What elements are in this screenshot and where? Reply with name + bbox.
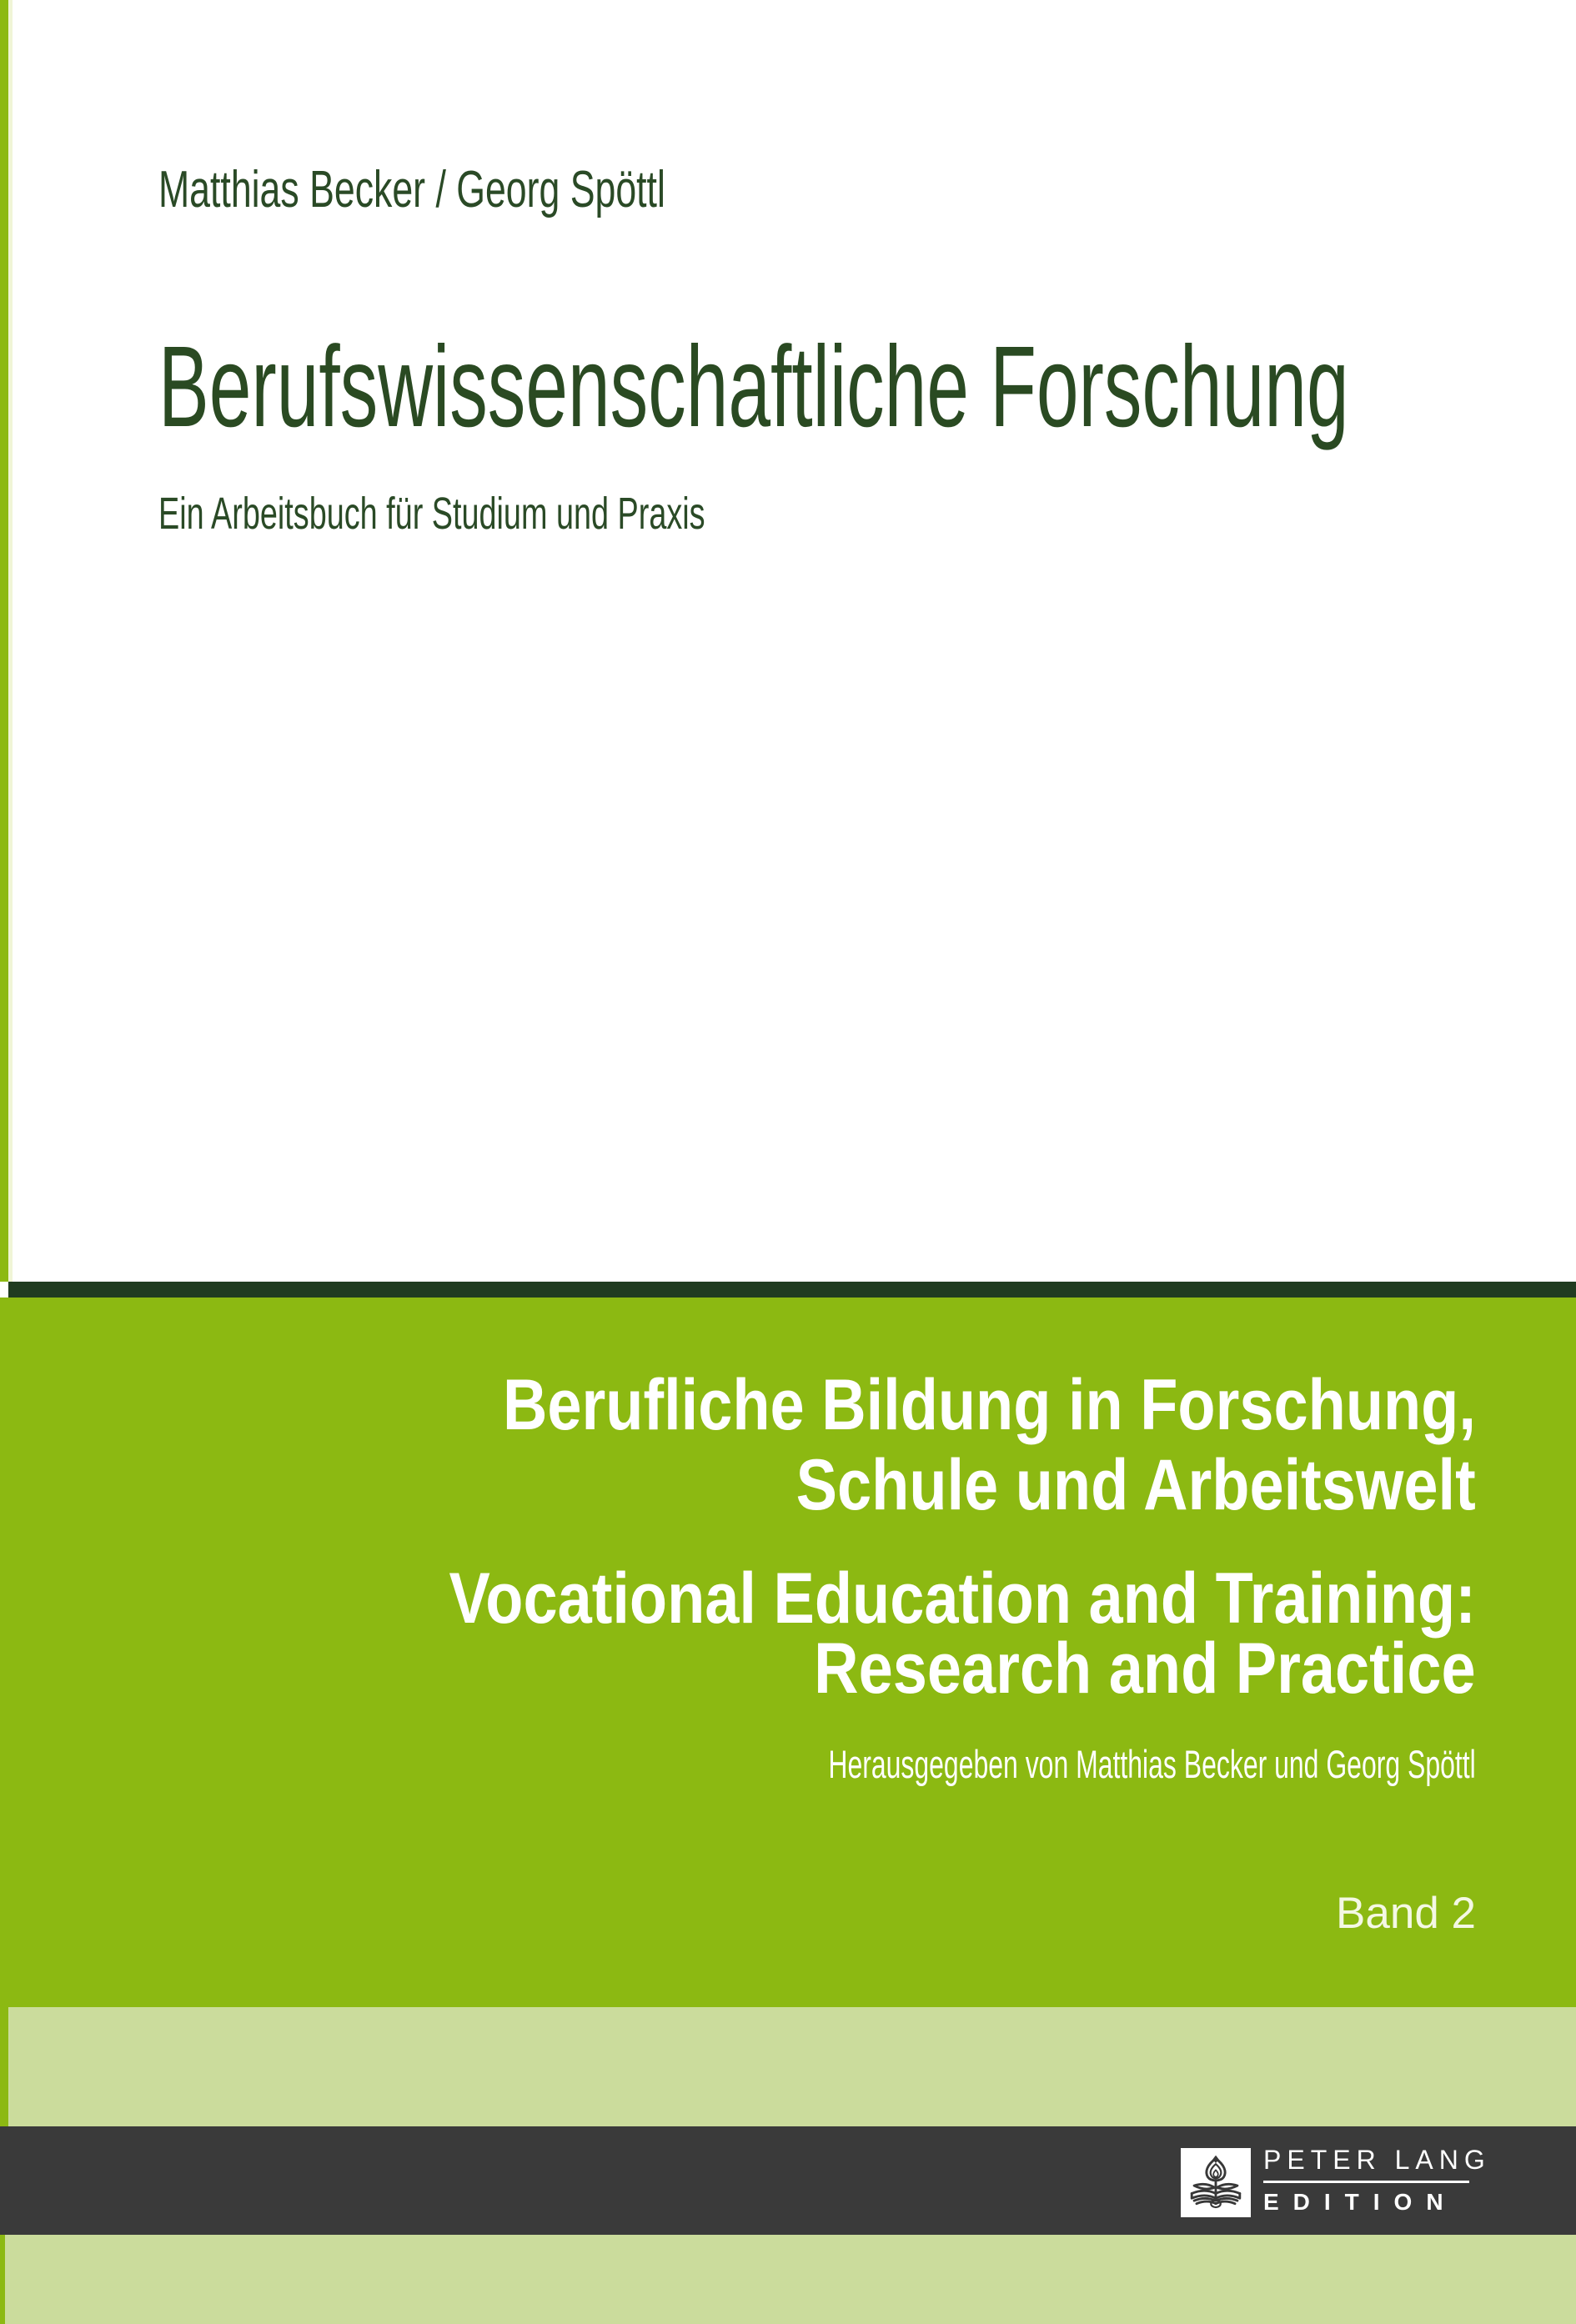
series-title-en-line2 (706, 1629, 1476, 1709)
publisher-name: PETER LANG (1263, 2145, 1491, 2175)
publisher-logo (1181, 2148, 1251, 2217)
light-green-band (8, 2007, 1576, 2126)
authors-text: Matthias Becker / Georg Spöttl (158, 161, 665, 218)
series-title-de-line1-text: Berufliche Bildung in Forschung, (503, 1365, 1476, 1445)
publisher-band (0, 2126, 1576, 2235)
series-editors-line (524, 1744, 1476, 1784)
series-title-de-line2 (685, 1445, 1476, 1525)
tulip-over-open-book-icon (1186, 2151, 1246, 2214)
series-title-de-line1 (344, 1365, 1476, 1445)
bottom-spine-strip (0, 2235, 5, 2324)
dark-green-divider-bar (8, 1282, 1576, 1298)
volume-number (1336, 1889, 1476, 1938)
series-title-de-line2-text: Schule und Arbeitswelt (796, 1445, 1476, 1525)
book-title (158, 321, 1576, 454)
publisher-divider-rule (1263, 2181, 1469, 2183)
series-title-en-line1 (282, 1559, 1476, 1639)
book-subtitle-text: Ein Arbeitsbuch für Studium und Praxis (158, 489, 705, 539)
series-section (0, 1298, 1576, 2126)
spine-pale-strip (8, 0, 13, 1282)
book-title-text: Berufswissenschaftliche Forschung (158, 323, 1349, 451)
book-subtitle (158, 488, 939, 540)
spine-green-strip (0, 0, 8, 1282)
edition-label: EDITION (1263, 2189, 1458, 2215)
series-title-en-line2-text: Research and Practice (814, 1629, 1476, 1709)
series-title-en-line1-text: Vocational Education and Training: (449, 1559, 1476, 1639)
authors-line (158, 160, 862, 219)
bottom-band (0, 2235, 1576, 2324)
series-editors-text: Herausgegeben von Matthias Becker und Georg Spöttl (828, 1742, 1476, 1786)
publisher-text-block (1263, 2145, 1491, 2216)
volume-number-text: Band 2 (1336, 1889, 1476, 1938)
